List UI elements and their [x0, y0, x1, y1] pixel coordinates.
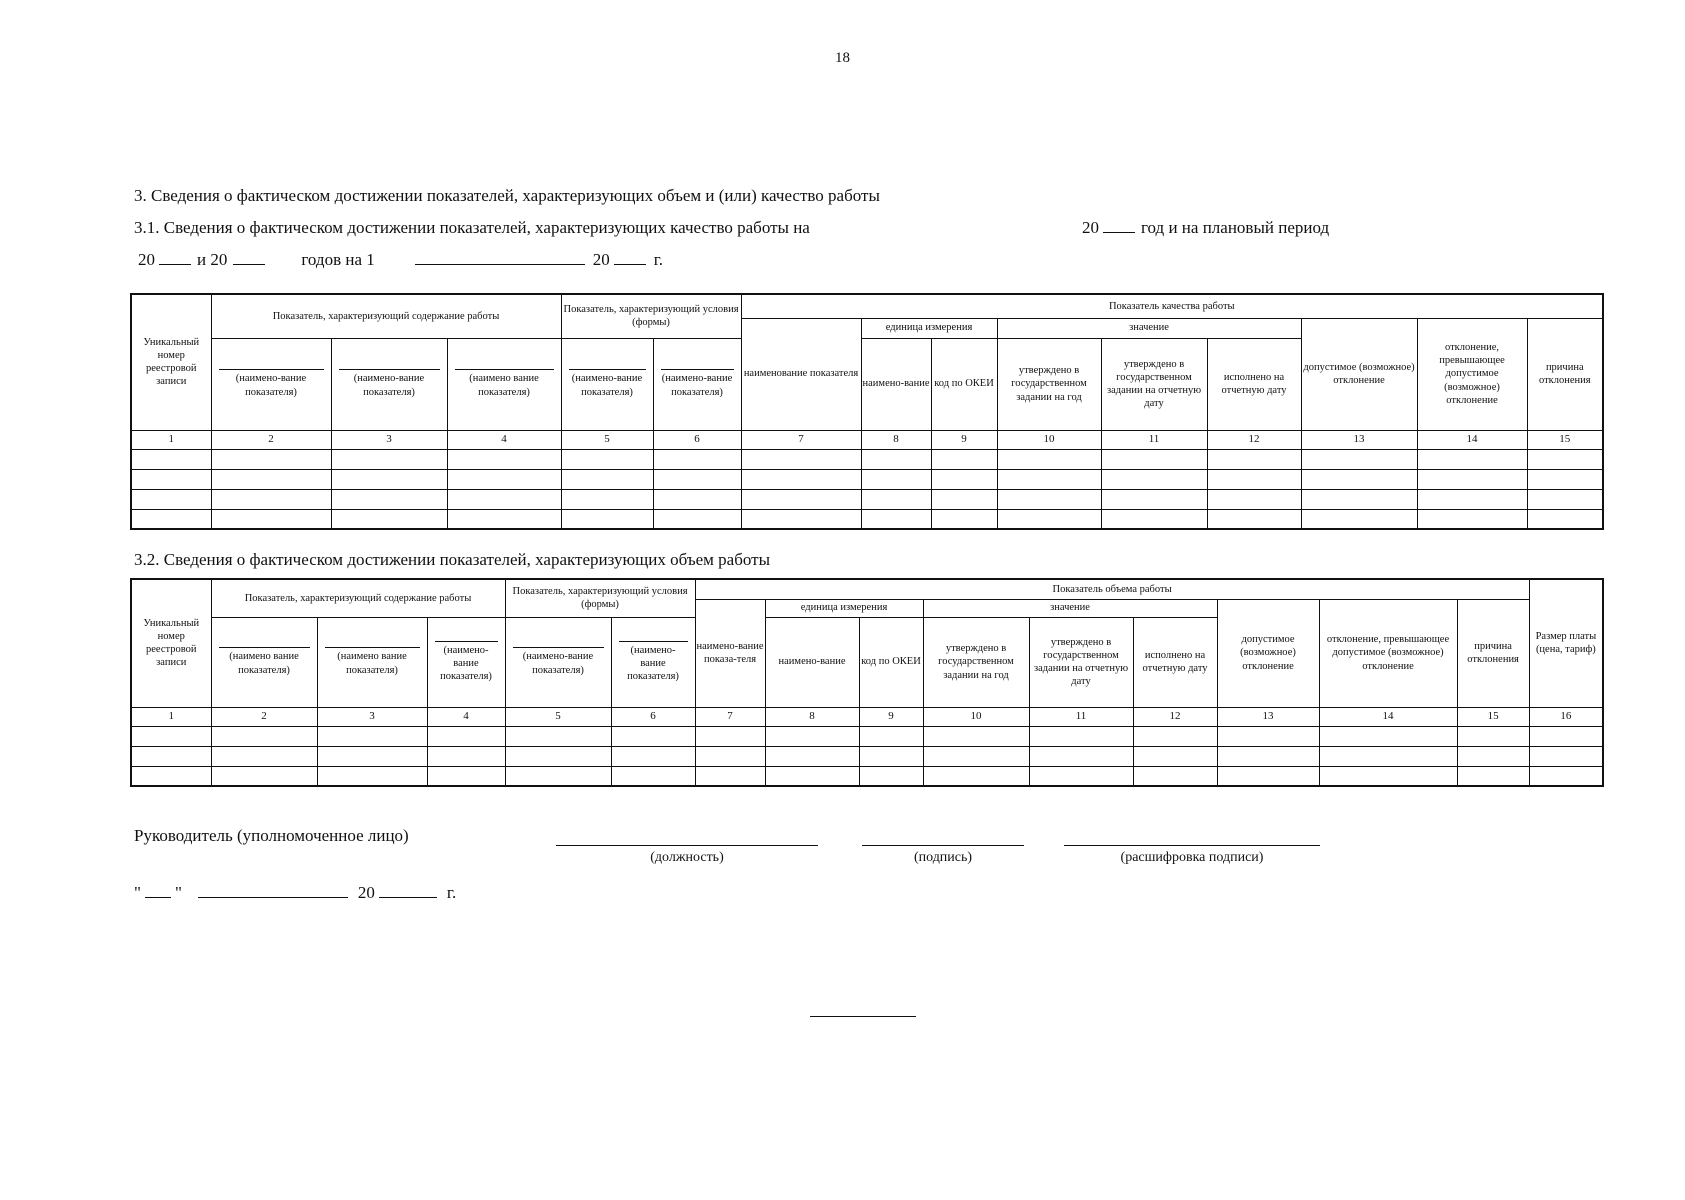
quote-open: "	[134, 883, 141, 902]
col-number: 8	[861, 430, 931, 449]
col-number: 10	[997, 430, 1101, 449]
col-number: 5	[561, 430, 653, 449]
unit-name-header: наимено-вание	[765, 617, 859, 707]
unit-header: единица измерения	[861, 318, 997, 338]
table-row[interactable]	[131, 766, 1603, 786]
quality-table	[130, 293, 1604, 530]
allowed-deviation-header: допустимое (возможное) отклонение	[1301, 318, 1417, 430]
fee-header: Размер платы (цена, тариф)	[1529, 579, 1603, 707]
col-number: 4	[447, 430, 561, 449]
year3-blank[interactable]	[614, 250, 646, 265]
col-number: 3	[331, 430, 447, 449]
condition-indicator-name-1: (наимено-вание показателя)	[561, 338, 653, 430]
footer-line	[810, 1016, 916, 1017]
sign-caption: (подпись)	[913, 850, 973, 865]
exceeding-deviation-header: отклонение, превышающее допустимое (возможное) отклонение	[1319, 599, 1457, 707]
section-3-1-line1-year	[1082, 218, 1329, 238]
indicator-name-header: наимено-вание показа-теля	[695, 599, 765, 707]
col-number: 12	[1133, 707, 1217, 726]
col-number: 6	[611, 707, 695, 726]
approved-date-header: утверждено в государственном задании на отчетную дату	[1101, 338, 1207, 430]
year-blank[interactable]	[1103, 218, 1135, 233]
value-header: значение	[923, 599, 1217, 617]
table-row[interactable]	[131, 449, 1603, 469]
col-number: 14	[1319, 707, 1457, 726]
col-number: 10	[923, 707, 1029, 726]
approved-year-header: утверждено в государственном задании на год	[923, 617, 1029, 707]
conditions-indicator-header: Показатель, характеризующий условия (формы)	[561, 294, 741, 338]
col-number: 11	[1029, 707, 1133, 726]
content-indicator-header: Показатель, характеризующий содержание работы	[211, 579, 505, 617]
col-number: 2	[211, 430, 331, 449]
position-signature-field[interactable]	[556, 845, 818, 866]
deviation-reason-header: причина отклонения	[1457, 599, 1529, 707]
unit-name-header: наимено-вание	[861, 338, 931, 430]
col-number: 7	[695, 707, 765, 726]
deviation-reason-header: причина отклонения	[1527, 318, 1603, 430]
date-blank[interactable]	[415, 250, 585, 265]
year3-prefix: 20	[592, 250, 610, 269]
indicator-name-header: наименование показателя	[741, 318, 861, 430]
value-header: значение	[997, 318, 1301, 338]
table-row[interactable]	[131, 726, 1603, 746]
allowed-deviation-header: допустимое (возможное) отклонение	[1217, 599, 1319, 707]
decode-signature-field[interactable]	[1064, 845, 1320, 866]
content-indicator-name-2: (наимено вание показателя)	[317, 617, 427, 707]
g-suffix: г.	[653, 250, 664, 269]
approved-year-header: утверждено в государственном задании на год	[997, 338, 1101, 430]
condition-indicator-name-2: (наимено-вание показателя)	[653, 338, 741, 430]
year-blank[interactable]	[379, 883, 437, 898]
done-header: исполнено на отчетную дату	[1133, 617, 1217, 707]
sign-signature-field[interactable]	[862, 845, 1024, 866]
okei-code-header: код по ОКЕИ	[931, 338, 997, 430]
table-row[interactable]	[131, 489, 1603, 509]
col-number: 5	[505, 707, 611, 726]
col-number: 11	[1101, 430, 1207, 449]
quote-close: "	[174, 883, 182, 902]
column-numbers-row	[131, 430, 1603, 449]
year1-blank[interactable]	[159, 250, 191, 265]
year-prefix: 20	[1082, 218, 1099, 237]
col-number: 12	[1207, 430, 1301, 449]
signature-date	[134, 883, 456, 903]
exceeding-deviation-header: отклонение, превышающее допустимое (возможное) отклонение	[1417, 318, 1527, 430]
section-3-1-line1-left: 3.1. Сведения о фактическом достижении показателей, характеризующих качество работы на	[134, 218, 810, 237]
col-number: 3	[317, 707, 427, 726]
volume-indicator-header: Показатель объема работы	[695, 579, 1529, 599]
col-number: 16	[1529, 707, 1603, 726]
quality-indicator-header: Показатель качества работы	[741, 294, 1603, 318]
unique-number-header: Уникальный номер реестровой записи	[131, 294, 211, 430]
content-indicator-name-1: (наимено-вание показателя)	[211, 338, 331, 430]
okei-code-header: код по ОКЕИ	[859, 617, 923, 707]
content-indicator-header: Показатель, характеризующий содержание работы	[211, 294, 561, 338]
year2-blank[interactable]	[233, 250, 265, 265]
col-number: 13	[1301, 430, 1417, 449]
col-number: 15	[1527, 430, 1603, 449]
and-year2-prefix: и 20	[197, 250, 228, 269]
section-3-2-title: 3.2. Сведения о фактическом достижении показателей, характеризующих объем работы	[134, 550, 770, 569]
table-row[interactable]	[131, 746, 1603, 766]
done-header: исполнено на отчетную дату	[1207, 338, 1301, 430]
col-number: 1	[131, 707, 211, 726]
col-number: 4	[427, 707, 505, 726]
col-number: 1	[131, 430, 211, 449]
table-row[interactable]	[131, 509, 1603, 529]
conditions-indicator-header: Показатель, характеризующий условия (формы)	[505, 579, 695, 617]
col-number: 9	[859, 707, 923, 726]
content-indicator-name-3: (наимено вание показателя)	[447, 338, 561, 430]
col-number: 8	[765, 707, 859, 726]
col-number: 2	[211, 707, 317, 726]
position-caption: (должность)	[650, 850, 724, 865]
volume-table	[130, 578, 1604, 787]
content-indicator-name-2: (наимено-вание показателя)	[331, 338, 447, 430]
unique-number-header: Уникальный номер реестровой записи	[131, 579, 211, 707]
unit-header: единица измерения	[765, 599, 923, 617]
section-3-1-line2	[138, 250, 663, 270]
year-prefix: 20	[357, 883, 375, 902]
month-blank[interactable]	[198, 883, 348, 898]
year1-prefix: 20	[138, 250, 155, 269]
page-number: 18	[835, 50, 850, 66]
col-number: 14	[1417, 430, 1527, 449]
condition-indicator-name-2: (наимено-вание показателя)	[611, 617, 695, 707]
content-indicator-name-3: (наимено-вание показателя)	[427, 617, 505, 707]
col-number: 6	[653, 430, 741, 449]
col-number: 9	[931, 430, 997, 449]
planned-period-text: год и на плановый период	[1141, 218, 1330, 237]
table-row[interactable]	[131, 469, 1603, 489]
day-blank[interactable]	[145, 883, 171, 898]
col-number: 7	[741, 430, 861, 449]
g-suffix: г.	[446, 883, 457, 902]
condition-indicator-name-1: (наимено-вание показателя)	[505, 617, 611, 707]
column-numbers-row	[131, 707, 1603, 726]
content-indicator-name-1: (наимено вание показателя)	[211, 617, 317, 707]
head-label: Руководитель (уполномоченное лицо)	[134, 826, 409, 845]
decode-caption: (расшифровка подписи)	[1120, 850, 1264, 865]
section-3-title: 3. Сведения о фактическом достижении показателей, характеризующих объем и (или) качество работы	[134, 186, 880, 205]
years-on-text: годов на 1	[301, 250, 375, 269]
col-number: 13	[1217, 707, 1319, 726]
approved-date-header: утверждено в государственном задании на отчетную дату	[1029, 617, 1133, 707]
col-number: 15	[1457, 707, 1529, 726]
